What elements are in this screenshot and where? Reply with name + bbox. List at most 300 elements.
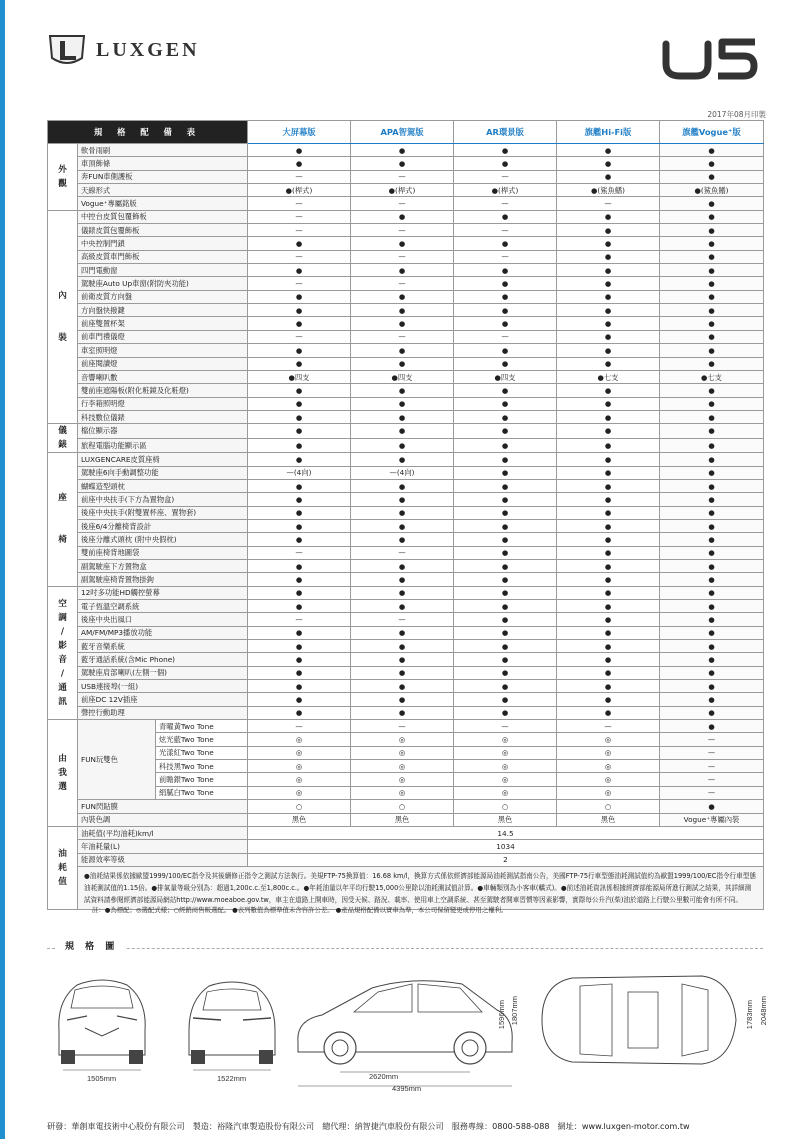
spec-value: ● — [454, 384, 557, 397]
spec-value: — — [248, 546, 351, 559]
spec-value: ● — [248, 317, 351, 330]
spec-value: ● — [660, 479, 764, 492]
spec-value: ● — [248, 410, 351, 423]
spec-value: ● — [557, 344, 660, 357]
spec-row — [48, 760, 764, 773]
spec-value: 2 — [248, 853, 764, 866]
feature-label: 內裝色調 — [78, 813, 248, 826]
spec-value: ● — [660, 157, 764, 170]
spec-value: ● — [351, 317, 454, 330]
spec-value: ● — [351, 653, 454, 666]
spec-value: ● — [660, 357, 764, 370]
spec-value: ●四支 — [351, 370, 454, 383]
spec-value: ● — [660, 264, 764, 277]
spec-value: ● — [351, 438, 454, 453]
spec-value: — — [351, 613, 454, 626]
spec-value: ● — [557, 666, 660, 679]
spec-value: ● — [351, 157, 454, 170]
legend-note: 註：●為標配；◎選配式樣；○經銷商售販選配。 ●表列數值為標準值未含容許公差。 ●產品規格配備以實車為準，本公司保留變更或停用之權利。 — [92, 906, 508, 914]
feature-label: 奔FUN車側護板 — [78, 170, 248, 183]
spec-value: — — [660, 773, 764, 786]
spec-value: — — [454, 224, 557, 237]
spec-value: ● — [557, 613, 660, 626]
spec-value: 黑色 — [557, 813, 660, 826]
spec-value: ● — [248, 693, 351, 706]
spec-value: ● — [454, 693, 557, 706]
spec-row — [48, 506, 764, 519]
dimension-title: 規 格 圖 — [57, 939, 126, 952]
spec-value: ● — [557, 250, 660, 263]
spec-value: ● — [557, 277, 660, 290]
spec-value: ● — [557, 453, 660, 466]
spec-value: ◎ — [557, 773, 660, 786]
spec-row — [48, 586, 764, 599]
luxgen-emblem-icon — [46, 32, 88, 68]
spec-value: ● — [454, 519, 557, 532]
spec-value: ● — [351, 693, 454, 706]
spec-value: ● — [660, 330, 764, 343]
spec-value: ● — [660, 237, 764, 250]
spec-row — [48, 720, 764, 733]
spec-value: 1034 — [248, 840, 764, 853]
spec-value: ● — [351, 424, 454, 439]
spec-value: ● — [660, 304, 764, 317]
spec-value: ● — [248, 438, 351, 453]
spec-value: ● — [351, 357, 454, 370]
spec-value: ● — [351, 290, 454, 303]
spec-value: ● — [557, 384, 660, 397]
spec-value: ● — [351, 573, 454, 586]
spec-value: ● — [248, 264, 351, 277]
category-label: 油 耗 值 — [48, 826, 78, 910]
spec-value: — — [454, 170, 557, 183]
feature-label: 行李箱照明燈 — [78, 397, 248, 410]
spec-value: — — [248, 613, 351, 626]
feature-label: 後座分離式頭枕 (附中央假枕) — [78, 533, 248, 546]
spec-value: ● — [557, 479, 660, 492]
spec-value: ● — [557, 210, 660, 223]
spec-value: ● — [660, 533, 764, 546]
spec-value: ◎ — [248, 733, 351, 746]
brand-logo — [46, 32, 200, 68]
spec-value: ● — [248, 157, 351, 170]
spec-value: — — [248, 330, 351, 343]
spec-row — [48, 144, 764, 157]
feature-label: 聲控行動助理 — [78, 706, 248, 719]
fuel-note: ●油耗結果係依據歐盟1999/100/EC指令及其後續修正指令之測試方法執行。美規FTP-75換算值：16.68 km/l，換算方式係依經濟部能源局油耗測試指南公告，美國FTP-75行車型態油耗測試值約為歐盟1999/100/EC指令行車型態油耗測試值的1.15倍。●排氣量等級分別為：超過1,200c.c.至1,800c.c.。●年耗油量以年平均行駛15,000公里除以油耗測試值計算。●車輛類別為小客車(轎式)。●前述油耗資訊係根據經濟部能源局所進行測試之結果，其詳細測試資料請參閱經濟部能源局網站http://www.moeaboe.gov.tw，車主在道路上開車時，因受天候、路況、載率、使用車上空調系統、甚至駕駛者開車習慣等因素影響，實際每公升汽(柴)油於道路上行駛公里數可能會有所不同。 — [78, 866, 764, 910]
feature-label: 中控台皮質包覆飾板 — [78, 210, 248, 223]
spec-value: ●(鯊魚鰭) — [660, 184, 764, 197]
spec-row — [48, 626, 764, 639]
spec-value: — — [351, 197, 454, 210]
spec-value: ● — [454, 264, 557, 277]
side-view-drawing — [292, 960, 522, 1090]
spec-value: ● — [248, 680, 351, 693]
spec-value: — — [248, 197, 351, 210]
spec-value: ● — [557, 653, 660, 666]
spec-value: ● — [557, 519, 660, 532]
spec-value: ● — [454, 317, 557, 330]
spec-value: ◎ — [557, 760, 660, 773]
spec-value: ○ — [454, 800, 557, 813]
spec-row — [48, 773, 764, 786]
spec-row — [48, 600, 764, 613]
spec-value: ● — [557, 626, 660, 639]
spec-row — [48, 453, 764, 466]
spec-value: ◎ — [351, 786, 454, 799]
feature-label: 前座閱讀燈 — [78, 357, 248, 370]
feature-label: 科技數位儀錶 — [78, 410, 248, 423]
feature-label: 高級皮質車門飾板 — [78, 250, 248, 263]
spec-value: ● — [660, 640, 764, 653]
spec-value: ● — [351, 626, 454, 639]
spec-row — [48, 680, 764, 693]
feature-label: 年油耗量(L) — [78, 840, 248, 853]
feature-label: 中央控制門鎖 — [78, 237, 248, 250]
spec-row — [48, 210, 764, 223]
spec-value: ● — [454, 210, 557, 223]
spec-row — [48, 559, 764, 572]
spec-value: ● — [351, 519, 454, 532]
spec-value: ● — [557, 680, 660, 693]
spec-value: ● — [351, 304, 454, 317]
spec-value: ● — [351, 453, 454, 466]
spec-value: 黑色 — [351, 813, 454, 826]
spec-row — [48, 224, 764, 237]
spec-row — [48, 573, 764, 586]
spec-value: —(4向) — [248, 466, 351, 479]
spec-value: ● — [557, 290, 660, 303]
spec-row — [48, 357, 764, 370]
spec-row — [48, 410, 764, 423]
spec-value: ● — [454, 277, 557, 290]
spec-value: ● — [557, 237, 660, 250]
spec-value: ● — [248, 384, 351, 397]
height-label: 1596mm — [497, 1000, 506, 1030]
spec-value: ◎ — [248, 760, 351, 773]
spec-value: ◎ — [557, 786, 660, 799]
spec-value: ◎ — [454, 746, 557, 759]
spec-value: ●(桿式) — [454, 184, 557, 197]
rear-view-drawing — [177, 960, 287, 1080]
spec-value: ● — [557, 693, 660, 706]
feature-label: 天線形式 — [78, 184, 248, 197]
spec-value: —(4向) — [351, 466, 454, 479]
color-option-label: 炫光藍Two Tone — [156, 733, 248, 746]
feature-label: 前座中央扶手(下方為置物盒) — [78, 493, 248, 506]
spec-value: ● — [454, 397, 557, 410]
spec-value: — — [454, 330, 557, 343]
spec-value: ● — [660, 493, 764, 506]
spec-value: ● — [248, 424, 351, 439]
print-date: 2017年08月印製 — [707, 110, 766, 119]
feature-label: 後座中央出風口 — [78, 613, 248, 626]
feature-label: 後座中央扶手(附雙置杯座、置物套) — [78, 506, 248, 519]
trim-header: 旗艦Hi-Fi版 — [557, 121, 660, 144]
spec-value: ● — [557, 224, 660, 237]
spec-value: ● — [351, 640, 454, 653]
spec-value: — — [351, 250, 454, 263]
height-with-rack-label: 1807mm — [510, 996, 519, 1026]
spec-value: — — [351, 277, 454, 290]
spec-value: ● — [557, 493, 660, 506]
spec-value: ● — [248, 506, 351, 519]
spec-row — [48, 330, 764, 343]
spec-value: ● — [248, 357, 351, 370]
top-view-drawing — [532, 960, 742, 1080]
spec-value: ● — [557, 304, 660, 317]
feature-label: 旅程電腦功能顯示區 — [78, 438, 248, 453]
spec-value: ● — [248, 144, 351, 157]
spec-value: ● — [660, 519, 764, 532]
category-label: 內 裝 — [48, 210, 78, 424]
spec-value: ● — [248, 519, 351, 532]
company-footer: 研發：華創車電技術中心股份有限公司 製造：裕隆汽車製造股份有限公司 總代理：納智捷汽車股份有限公司 服務專線：0800-588-088 網址：www.luxgen-motor.com.tw — [47, 1121, 690, 1131]
spec-value: ● — [248, 640, 351, 653]
spec-value: ● — [454, 237, 557, 250]
spec-value: Vogue⁺專屬內裝 — [660, 813, 764, 826]
feature-label: 車頂飾條 — [78, 157, 248, 170]
category-label: 座 椅 — [48, 453, 78, 586]
spec-row — [48, 370, 764, 383]
spec-value: ◎ — [351, 746, 454, 759]
spec-row — [48, 157, 764, 170]
spec-value: — — [248, 250, 351, 263]
color-option-label: 前瞻銀Two Tone — [156, 773, 248, 786]
spec-value: — — [660, 786, 764, 799]
spec-value: — — [660, 760, 764, 773]
category-label: 由 我 選 — [48, 720, 78, 827]
spec-value: ● — [248, 559, 351, 572]
spec-value: ● — [454, 438, 557, 453]
feature-label: 車室照明燈 — [78, 344, 248, 357]
trim-header: AR環景版 — [454, 121, 557, 144]
spec-value: ● — [248, 600, 351, 613]
spec-value: ● — [660, 559, 764, 572]
spec-value: ● — [454, 410, 557, 423]
spec-value: ● — [660, 546, 764, 559]
spec-value: ● — [351, 397, 454, 410]
spec-value: ● — [248, 573, 351, 586]
spec-value: — — [351, 546, 454, 559]
feature-label: USB連接埠(一組) — [78, 680, 248, 693]
spec-value: ● — [660, 344, 764, 357]
spec-value: ● — [248, 706, 351, 719]
spec-row — [48, 384, 764, 397]
spec-value: ◎ — [351, 760, 454, 773]
spec-value: ● — [351, 384, 454, 397]
spec-value: ● — [660, 277, 764, 290]
spec-value: ● — [351, 493, 454, 506]
spec-value: ● — [557, 573, 660, 586]
spec-value: ● — [660, 290, 764, 303]
spec-value: ● — [454, 573, 557, 586]
spec-value: ● — [454, 506, 557, 519]
spec-value: ● — [660, 466, 764, 479]
spec-value: ● — [248, 533, 351, 546]
spec-value: ● — [248, 290, 351, 303]
spec-value: ● — [351, 559, 454, 572]
spec-value: ● — [454, 546, 557, 559]
spec-value: ● — [660, 653, 764, 666]
spec-value: — — [351, 720, 454, 733]
feature-label: 前座雙置杯架 — [78, 317, 248, 330]
spec-value: ● — [660, 626, 764, 639]
dimension-section-header — [47, 941, 763, 955]
spec-row — [48, 546, 764, 559]
spec-value: — — [248, 170, 351, 183]
spec-value: ● — [454, 613, 557, 626]
spec-value: ◎ — [454, 773, 557, 786]
spec-row — [48, 840, 764, 853]
spec-value: — — [557, 197, 660, 210]
feature-label: 油耗值(平均油耗)km/l — [78, 826, 248, 839]
spec-value: ● — [557, 533, 660, 546]
spec-value: ● — [248, 586, 351, 599]
spec-value: — — [351, 170, 454, 183]
brand-name: LUXGEN — [96, 38, 200, 61]
spec-value: ● — [351, 506, 454, 519]
spec-value: ● — [454, 479, 557, 492]
feature-label: 前座DC 12V插座 — [78, 693, 248, 706]
spec-value: ● — [248, 344, 351, 357]
feature-label: 副駕駛座椅背置物掛鉤 — [78, 573, 248, 586]
spec-row — [48, 479, 764, 492]
spec-header-row — [48, 121, 764, 144]
spec-value: ● — [351, 344, 454, 357]
spec-value: ● — [351, 144, 454, 157]
spec-value: ● — [351, 706, 454, 719]
spec-value: ● — [660, 586, 764, 599]
spec-value: ● — [454, 680, 557, 693]
spec-value: ● — [248, 493, 351, 506]
spec-value: ●四支 — [248, 370, 351, 383]
front-track-label: 1505mm — [87, 1074, 117, 1083]
model-logo — [660, 34, 760, 86]
spec-row — [48, 706, 764, 719]
spec-value: ● — [351, 210, 454, 223]
spec-value: ● — [454, 453, 557, 466]
spec-row — [48, 344, 764, 357]
spec-value: ● — [557, 170, 660, 183]
spec-value: — — [660, 746, 764, 759]
spec-row — [48, 424, 764, 439]
spec-value: — — [351, 330, 454, 343]
spec-value: ◎ — [454, 786, 557, 799]
spec-value: ● — [454, 344, 557, 357]
spec-value: ● — [660, 397, 764, 410]
spec-value: ● — [660, 600, 764, 613]
category-label: 儀 錶 — [48, 424, 78, 453]
spec-value: ● — [660, 424, 764, 439]
spec-value: ◎ — [351, 733, 454, 746]
color-option-label: 青曜黃Two Tone — [156, 720, 248, 733]
width-with-mirrors-label: 2048mm — [759, 996, 768, 1026]
feature-label: FUN閃貼膜 — [78, 800, 248, 813]
spec-value: — — [454, 197, 557, 210]
spec-value: ● — [557, 157, 660, 170]
spec-value: — — [248, 210, 351, 223]
spec-value: ● — [351, 600, 454, 613]
spec-value: ● — [660, 506, 764, 519]
spec-value: ● — [660, 666, 764, 679]
spec-value: ● — [660, 384, 764, 397]
spec-value: ○ — [248, 800, 351, 813]
feature-label: 雙前座遮陽板(附化粧鏡及化粧燈) — [78, 384, 248, 397]
spec-row — [48, 197, 764, 210]
feature-label: 能源效率等級 — [78, 853, 248, 866]
spec-value: ● — [454, 666, 557, 679]
feature-label: 12吋多功能HD觸控螢幕 — [78, 586, 248, 599]
spec-value: ● — [660, 720, 764, 733]
spec-value: ● — [660, 573, 764, 586]
spec-value: ● — [557, 466, 660, 479]
spec-value: ● — [660, 706, 764, 719]
spec-value: ● — [660, 197, 764, 210]
spec-value: ● — [557, 424, 660, 439]
spec-row — [48, 786, 764, 799]
spec-value: ● — [660, 453, 764, 466]
spec-value: ● — [557, 410, 660, 423]
feature-label: 電子恆溫空調系統 — [78, 600, 248, 613]
spec-value: ● — [454, 357, 557, 370]
spec-row — [48, 250, 764, 263]
feature-label: 藍牙音樂系統 — [78, 640, 248, 653]
spec-value: ● — [557, 357, 660, 370]
feature-label: 駕駛座肩部喇叭(左側一個) — [78, 666, 248, 679]
category-label: 空 調 / 影 音 / 通 訊 — [48, 586, 78, 719]
spec-value: — — [248, 720, 351, 733]
spec-value: ● — [557, 559, 660, 572]
spec-row — [48, 613, 764, 626]
feature-label: 駕駛座Auto Up車窗(附防夾功能) — [78, 277, 248, 290]
color-option-label: 光漾紅Two Tone — [156, 746, 248, 759]
spec-value: — — [248, 277, 351, 290]
trim-header: APA智駕版 — [351, 121, 454, 144]
spec-value: ● — [248, 453, 351, 466]
feature-label: 方向盤快撥鍵 — [78, 304, 248, 317]
spec-value: ● — [351, 533, 454, 546]
spec-row — [48, 237, 764, 250]
spec-value: ● — [248, 397, 351, 410]
spec-value: — — [248, 224, 351, 237]
color-option-label: 科技黑Two Tone — [156, 760, 248, 773]
spec-value: ● — [660, 170, 764, 183]
spec-value: ● — [557, 600, 660, 613]
spec-row — [48, 264, 764, 277]
spec-value: ● — [557, 506, 660, 519]
spec-value: ● — [248, 479, 351, 492]
spec-value: ● — [454, 144, 557, 157]
spec-row — [48, 397, 764, 410]
spec-table — [47, 120, 764, 910]
spec-row — [48, 800, 764, 813]
feature-label: 駕駛座6向手動調整功能 — [78, 466, 248, 479]
spec-value: ● — [660, 613, 764, 626]
spec-value: ● — [454, 600, 557, 613]
spec-value: ● — [557, 706, 660, 719]
spec-value: ● — [248, 237, 351, 250]
spec-value: ◎ — [454, 733, 557, 746]
spec-value: ● — [351, 680, 454, 693]
feature-label: 前車門禮儀燈 — [78, 330, 248, 343]
front-view-drawing — [47, 960, 157, 1080]
wheelbase-label: 2620mm — [369, 1072, 399, 1081]
spec-value: ● — [454, 533, 557, 546]
spec-value: ● — [660, 693, 764, 706]
trim-header: 大屏幕版 — [248, 121, 351, 144]
spec-row — [48, 304, 764, 317]
